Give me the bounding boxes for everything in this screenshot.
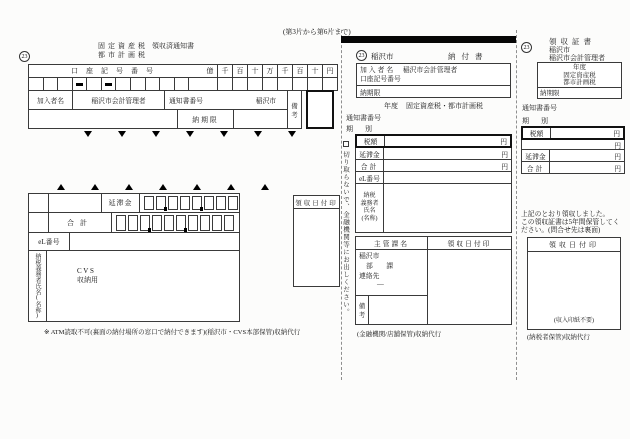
- middle-remarks-label: 備考: [356, 296, 369, 324]
- left-tax-name-1: 固定資産税: [98, 42, 148, 50]
- middle-due-row: 納期限: [356, 85, 511, 98]
- left-slip-number-badge: 23: [19, 51, 30, 62]
- middle-lower-table: [355, 236, 512, 325]
- sheet-range-note: (第3片から第6片まで): [283, 28, 351, 36]
- middle-year-tax-line: [356, 101, 511, 111]
- digit-col-ju2: 十: [307, 65, 322, 77]
- member-value: 稲沢市会計管理者: [72, 91, 164, 109]
- cut-marker-down-icon: [254, 131, 262, 137]
- right-stamp-header: 領収日付印: [528, 238, 620, 252]
- cut-marker-down-icon: [118, 131, 126, 137]
- taxpayer-label: 納税義務者氏名(名称): [34, 253, 40, 319]
- ocr-black-bar: [341, 36, 516, 43]
- receipt-notes: [521, 211, 627, 236]
- receipt-stamp-header: 領収日付印: [294, 196, 339, 209]
- middle-el-row: [355, 172, 512, 184]
- right-manager: 稲沢市会計管理者: [549, 54, 605, 62]
- taxpayer-line: 氏名: [363, 208, 376, 214]
- late-fee-row: [28, 193, 240, 213]
- due-date-label: 納期限: [177, 110, 233, 128]
- stamp-space-box: [306, 90, 334, 129]
- cvs-line-2: 収納用: [77, 276, 98, 284]
- cut-line-right: [516, 30, 517, 380]
- cut-marker-up-icon: [159, 184, 167, 190]
- right-stamp-note: (収入印紙不要): [554, 318, 594, 324]
- yen-unit: 円: [501, 151, 508, 159]
- do-not-cut-note: 切り取らないで、金融機関等にお出しください。: [342, 151, 349, 316]
- account-number-header: 口座記号番号: [71, 67, 161, 75]
- total-label: 合計: [48, 213, 111, 232]
- right-year-label: 年度: [573, 64, 586, 71]
- yen-unit: 円: [501, 163, 508, 171]
- middle-stamp-header: 領収日付印: [428, 237, 511, 250]
- checkbox-icon: [343, 141, 349, 147]
- el-number-row: [28, 232, 240, 251]
- right-due-row: 納期限: [538, 87, 621, 99]
- remarks-label: 備考: [287, 91, 301, 128]
- account-code-cells: [29, 78, 203, 90]
- digit-col-sen1: 千: [217, 65, 232, 77]
- office-line: 稲沢市: [359, 253, 380, 260]
- digit-col-hyaku2: 百: [292, 65, 307, 77]
- cut-marker-up-icon: [193, 184, 201, 190]
- right-total-label: 合計: [522, 162, 550, 173]
- middle-member-label: 加入者名: [360, 67, 396, 74]
- cvs-line-1: C V S: [77, 267, 94, 275]
- digit-col-man: 万: [262, 65, 277, 77]
- office-line: 部 課: [366, 263, 394, 270]
- middle-total-label: 合計: [356, 160, 384, 171]
- cut-marker-down-icon: [288, 131, 296, 137]
- middle-notice-label: 通知書番号: [346, 114, 381, 122]
- late-fee-digit-boxes: [139, 194, 239, 212]
- digit-col-ju1: 十: [247, 65, 262, 77]
- yen-unit: 円: [614, 165, 621, 173]
- late-fee-label: 延滞金: [101, 194, 139, 212]
- middle-tax-row: [355, 134, 512, 148]
- middle-el-label: eL番号: [356, 172, 384, 183]
- middle-slip-title: 納付書: [448, 52, 489, 61]
- right-late-fee-label: 延滞金: [522, 150, 550, 161]
- member-label: 加入者名: [36, 98, 65, 105]
- middle-account-label: 口座記号番号: [360, 76, 401, 83]
- middle-slip-number-badge: 23: [356, 50, 367, 61]
- el-number-label: eL番号: [38, 237, 60, 246]
- middle-city: 稲沢市: [371, 52, 394, 61]
- taxpayer-line: 義務者: [360, 200, 379, 207]
- right-notice-label: 通知書番号: [522, 104, 557, 112]
- receipt-note-3: ださい。(問合せ先は裏面): [521, 227, 601, 235]
- yen-unit: 円: [614, 153, 621, 161]
- left-slip-title: 領収済通知書: [152, 42, 194, 50]
- right-slip-title: 領収証書: [549, 37, 595, 46]
- right-footnote: (納税者保管)収納代行: [527, 334, 590, 341]
- right-extra-row: [521, 140, 625, 150]
- middle-member-box: [356, 63, 511, 86]
- right-amount-table: [521, 126, 625, 174]
- right-tax-name-1: 固定資産税: [563, 71, 596, 79]
- right-stamp-box: [527, 237, 621, 330]
- office-line: ―: [377, 281, 384, 288]
- right-total-row: [521, 162, 625, 174]
- right-slip-number-badge: 23: [521, 42, 532, 53]
- receipt-note-2: この領収証書は5年間保管してく: [521, 219, 620, 227]
- middle-tax-line: 固定資産税・都市計画税: [406, 102, 483, 110]
- right-period-label: 期別: [522, 117, 560, 125]
- cut-marker-down-icon: [84, 131, 92, 137]
- middle-tax-label: 税額: [357, 136, 385, 146]
- cut-marker-down-icon: [186, 131, 194, 137]
- left-tax-name-2: 都市計画税: [98, 51, 148, 59]
- cut-marker-up-icon: [57, 184, 65, 190]
- office-line: 連絡先: [359, 273, 380, 280]
- taxpayer-line: (名称): [361, 215, 378, 222]
- yen-unit: 円: [614, 142, 621, 150]
- middle-total-row: [355, 160, 512, 172]
- yen-unit: 円: [613, 131, 620, 138]
- right-tax-label: 税額: [523, 128, 551, 138]
- right-tax-name-2: 都市計画税: [563, 79, 596, 86]
- cut-marker-up-icon: [125, 184, 133, 190]
- cut-marker-up-icon: [91, 184, 99, 190]
- total-row: [28, 212, 240, 233]
- cut-marker-up-icon: [261, 184, 269, 190]
- digit-col-oku: 億: [206, 67, 214, 75]
- right-late-fee-row: [521, 150, 625, 162]
- cvs-area: [46, 251, 239, 321]
- middle-amount-table: [355, 134, 512, 233]
- middle-footnote: (金融機関/店舗保管)収納代行: [357, 331, 442, 338]
- cut-marker-down-icon: [152, 131, 160, 137]
- account-dash-mark: [72, 78, 87, 90]
- city-name: 稲沢市: [255, 97, 277, 105]
- right-tax-box: [537, 62, 622, 99]
- middle-member-value: 稲沢市会計管理者: [402, 67, 458, 74]
- middle-taxpayer-row: [355, 184, 512, 233]
- receipt-note-1: 上記のとおり領収しました。: [521, 211, 610, 218]
- right-tax-row: [521, 126, 625, 140]
- yen-unit: 円: [500, 139, 507, 146]
- amount-digit-cells: [203, 78, 337, 90]
- taxpayer-name-block: [28, 250, 240, 322]
- dept-header: 主管課名: [356, 237, 427, 250]
- taxpayer-line: 納税: [363, 193, 376, 199]
- office-contact-block: [356, 250, 427, 296]
- digit-col-yen: 円: [322, 65, 337, 77]
- notice-number-label: 通知書番号: [164, 91, 287, 109]
- middle-year-label: 年度: [384, 102, 398, 110]
- account-dash-mark: [101, 78, 116, 90]
- receipt-stamp-box: [293, 195, 340, 287]
- right-city: 稲沢市: [549, 46, 570, 54]
- account-number-cells-row: [28, 77, 338, 91]
- account-number-header-row: [28, 64, 338, 78]
- middle-period-label: 期別: [346, 125, 384, 133]
- middle-late-fee-label: 延滞金: [356, 148, 384, 159]
- digit-col-sen2: 千: [277, 65, 292, 77]
- digit-col-hyaku1: 百: [232, 65, 247, 77]
- middle-late-fee-row: [355, 148, 512, 160]
- cut-marker-up-icon: [227, 184, 235, 190]
- total-digit-boxes: [111, 213, 239, 232]
- left-footnote: ※ ATM読取不可(裏面の納付場所の窓口で納付できます)(稲沢市・CVS本部保管)収納代行: [44, 329, 301, 336]
- cut-marker-down-icon: [220, 131, 228, 137]
